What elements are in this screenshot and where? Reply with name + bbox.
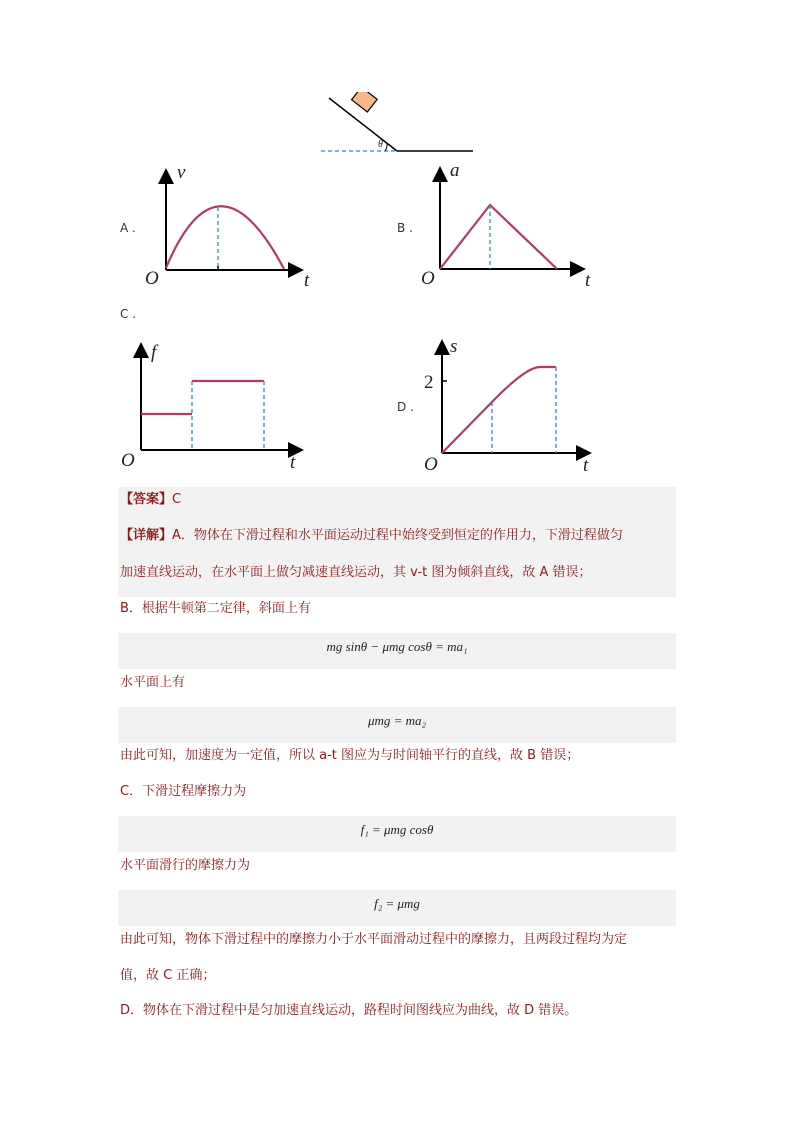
graph-d-y-label: s [450, 336, 458, 357]
graph-b-origin: O [421, 268, 435, 289]
formula-4: f₂ = μmg [374, 896, 420, 911]
detail-text-1: A．物体在下滑过程和水平面运动过程中始终受到恒定的作用力，下滑过程做匀 [172, 528, 623, 543]
answer-label: 【答案】 [120, 492, 173, 507]
answer-block [118, 487, 676, 1027]
detail-line-8: 由此可知，物体下滑过程中的摩擦力小于水平面滑动过程中的摩擦力，且两段过程均为定 [120, 932, 628, 947]
graph-b-curve [440, 205, 557, 269]
option-b-label: B . [397, 221, 413, 235]
graph-a-curve [166, 206, 284, 269]
graph-a-x-label: t [304, 270, 310, 291]
detail-line-4: 水平面上有 [120, 675, 186, 690]
answer-value: C [172, 492, 182, 507]
graph-b [414, 160, 604, 290]
detail-line-5: 由此可知，加速度为一定值，所以 a-t 图应为与时间轴平行的直线，故 B 错误； [120, 748, 580, 763]
option-a-label: A . [120, 221, 136, 235]
graph-c-x-label: t [290, 452, 296, 473]
formula-3: f₁ = μmg cosθ [360, 822, 434, 837]
detail-line-9: 值，故 C 正确； [120, 968, 216, 983]
graph-d-y-tick-label: 2 [424, 372, 434, 393]
detail-line-6: C．下滑过程摩擦力为 [120, 784, 247, 799]
detail-line-7: 水平面滑行的摩擦力为 [120, 858, 251, 873]
detail-line-2: 加速直线运动，在水平面上做匀减速直线运动，其 v-t 图为倾斜直线，故 A 错误； [120, 565, 592, 580]
graph-d-curve [442, 367, 556, 453]
formula-2: μmg = ma₂ [367, 713, 427, 728]
formula-1: mg sinθ − μmg cosθ = ma₁ [326, 639, 468, 654]
detail-label: 【详解】 [120, 528, 173, 543]
angle-arc [385, 143, 387, 151]
graph-a [140, 160, 330, 290]
graph-a-y-label: v [177, 162, 186, 183]
graph-d [418, 336, 608, 471]
answer-line [118, 490, 676, 510]
incline-figure [315, 92, 485, 158]
graph-c-y-label: f [151, 342, 157, 363]
incline-angle-label: θ [378, 139, 383, 150]
graph-b-y-label: a [450, 160, 460, 181]
graph-c-origin: O [121, 450, 135, 471]
detail-line-1 [118, 526, 676, 546]
graph-d-x-label: t [583, 455, 589, 476]
graph-d-origin: O [424, 454, 438, 475]
graph-a-origin: O [145, 268, 159, 289]
option-d-label: D . [397, 400, 414, 414]
detail-line-10: D．物体在下滑过程中是匀加速直线运动，路程时间图线应为曲线，故 D 错误。 [120, 1003, 578, 1018]
graph-b-x-label: t [585, 270, 591, 291]
block [352, 92, 378, 112]
option-c-label: C . [120, 307, 137, 321]
graph-c [118, 340, 318, 470]
detail-line-3: B．根据牛顿第二定律，斜面上有 [120, 601, 311, 616]
